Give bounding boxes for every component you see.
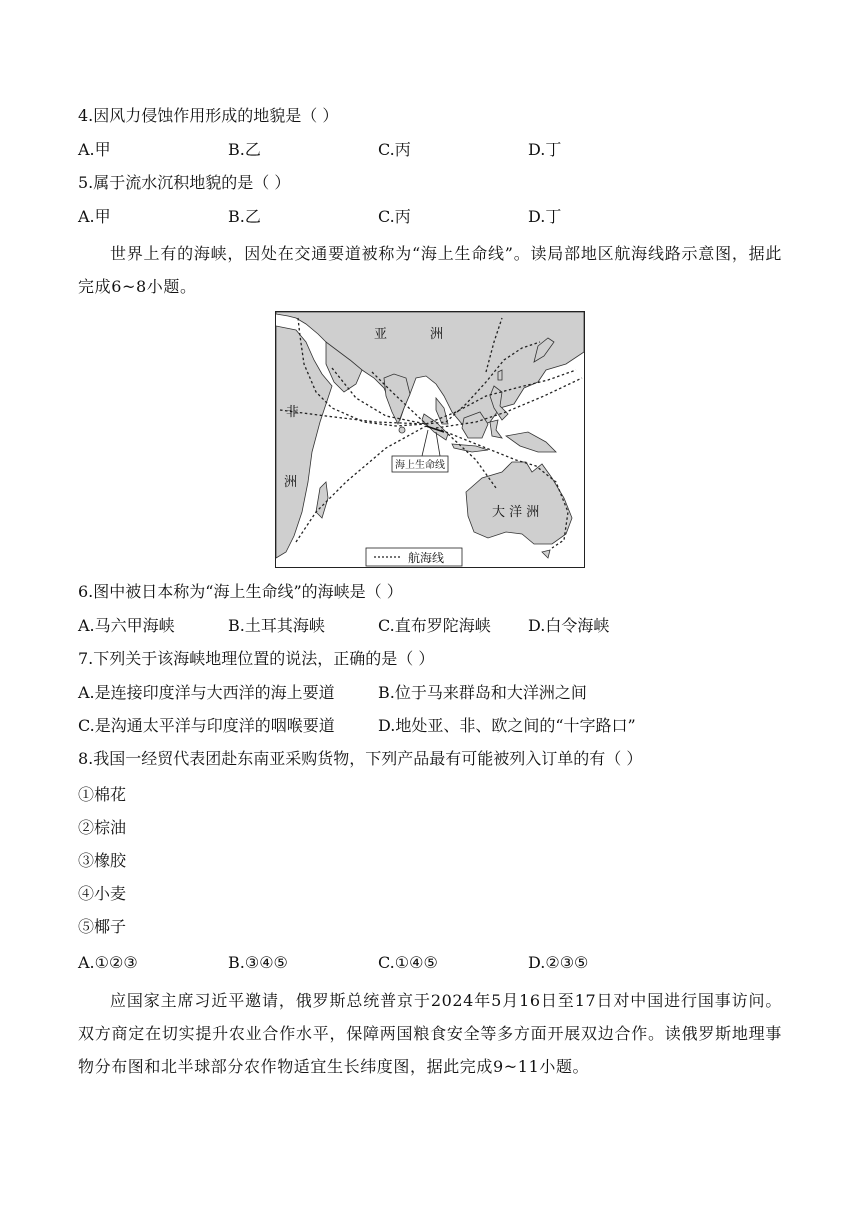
option-b: B.乙 <box>228 207 261 226</box>
label-africa: 非 <box>286 405 300 420</box>
option-d: D.丁 <box>528 207 562 226</box>
question-8-item-3: ③橡胶 <box>78 851 127 870</box>
label-oceania: 大 洋 洲 <box>492 505 540 520</box>
option-a: A.甲 <box>78 140 111 159</box>
option-d: D.地处亚、非、欧之间的“十字路口” <box>378 716 636 735</box>
question-8-item-5: ⑤椰子 <box>78 917 127 936</box>
shipping-route-map <box>275 311 585 568</box>
option-b: B.位于马来群岛和大洋洲之间 <box>378 683 587 702</box>
option-c: C.丙 <box>378 207 411 226</box>
question-8-stem: 8.我国一经贸代表团赴东南亚采购货物，下列产品最有可能被列入订单的有（ ） <box>78 749 643 768</box>
option-d: D.丁 <box>528 140 562 159</box>
africa-landmass <box>276 326 332 558</box>
option-b: B.土耳其海峡 <box>228 616 325 635</box>
option-c: C.丙 <box>378 140 411 159</box>
option-a: A.甲 <box>78 207 111 226</box>
option-a: A.马六甲海峡 <box>78 616 175 635</box>
option-a: A.是连接印度洋与大西洋的海上要道 <box>78 683 335 702</box>
question-8-item-4: ④小麦 <box>78 884 127 903</box>
question-7-stem: 7.下列关于该海峡地理位置的说法，正确的是（ ） <box>78 649 435 668</box>
question-6-stem: 6.图中被日本称为“海上生命线”的海峡是（ ） <box>78 582 403 601</box>
option-b: B.③④⑤ <box>228 953 288 972</box>
legend-shipping-line: 航海线 <box>408 551 445 565</box>
question-4-stem: 4.因风力侵蚀作用形成的地貌是（ ） <box>78 106 339 125</box>
malay-peninsula <box>436 398 448 424</box>
option-c: C.直布罗陀海峡 <box>378 616 491 635</box>
option-d: D.白令海峡 <box>528 616 610 635</box>
option-c: C.是沟通太平洋与印度洋的咽喉要道 <box>78 716 335 735</box>
label-lifeline: 海上生命线 <box>395 460 445 471</box>
option-b: B.乙 <box>228 140 261 159</box>
option-d: D.②③⑤ <box>528 953 589 972</box>
question-8-item-2: ②棕油 <box>78 818 127 837</box>
new-guinea <box>506 432 556 452</box>
label-africa-2: 洲 <box>284 475 298 490</box>
label-asia-2: 洲 <box>430 327 444 342</box>
madagascar <box>316 482 328 518</box>
java <box>452 444 488 452</box>
label-asia: 亚 <box>374 327 388 342</box>
option-c: C.①④⑤ <box>378 953 438 972</box>
passage-russia: 应国家主席习近平邀请，俄罗斯总统普京于2024年5月16日至17日对中国进行国事访问。双方商定在切实提升农业合作水平，保障两国粮食安全等多方面开展双边合作。读俄罗斯地理事物分布图和北半球部分农作物适宜生长纬度图，据此完成9~11小题。 <box>78 991 782 1076</box>
option-a: A.①②③ <box>78 953 138 972</box>
question-8-item-1: ①棉花 <box>78 785 127 804</box>
question-5-stem: 5.属于流水沉积地貌的是（ ） <box>78 173 291 192</box>
passage-shipping-lanes: 世界上有的海峡，因处在交通要道被称为“海上生命线”。读局部地区航海线路示意图，据此完成6~8小题。 <box>78 244 782 296</box>
australia-landmass <box>466 462 572 544</box>
